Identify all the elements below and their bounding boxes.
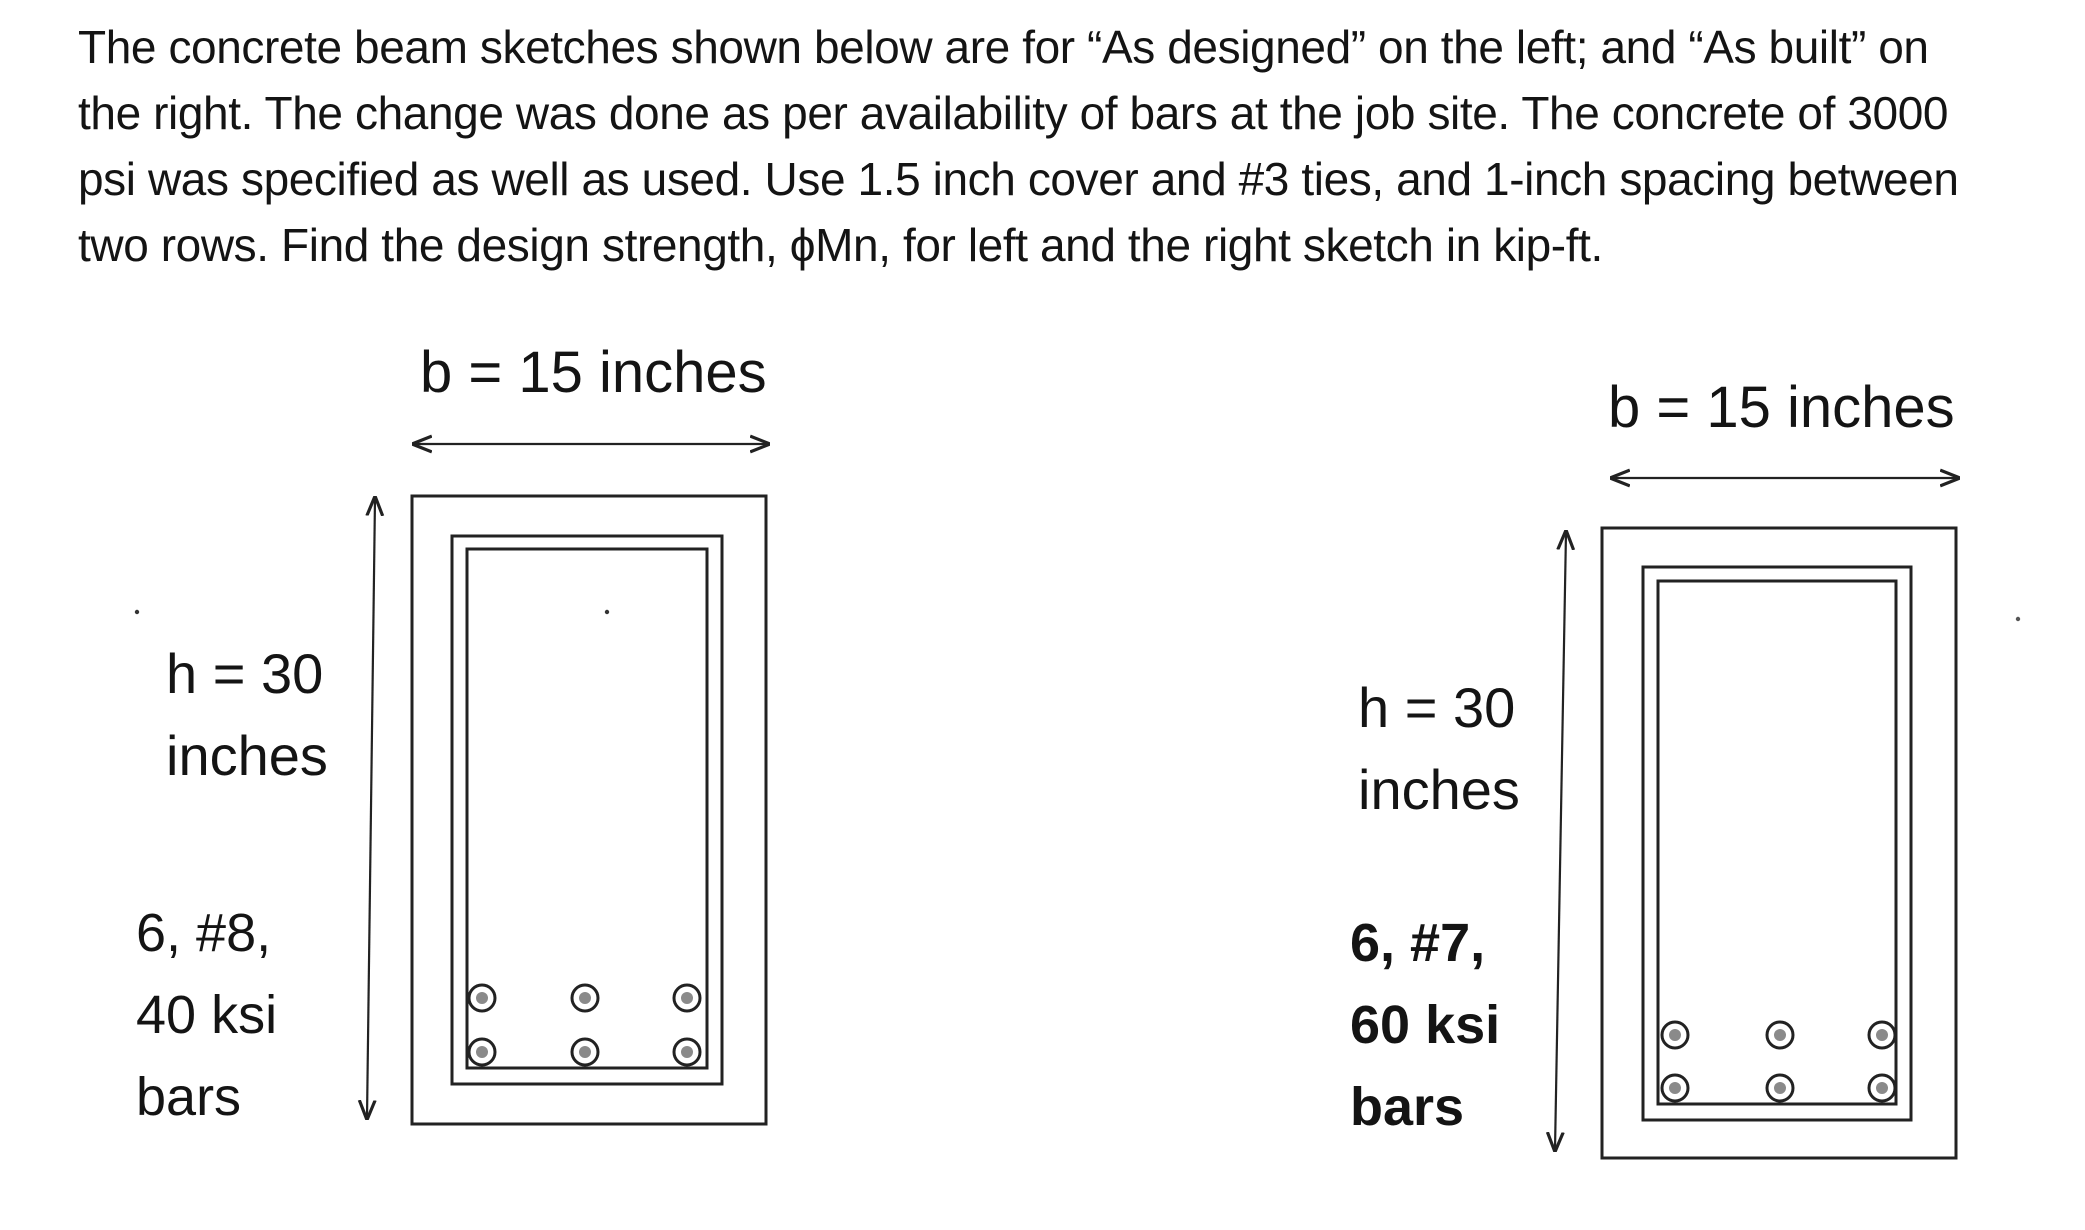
rebar-bar bbox=[469, 1039, 495, 1065]
rebar-bar bbox=[674, 1039, 700, 1065]
left-bars-label-line-1: 6, #8, bbox=[136, 903, 272, 963]
left-bars-label-line-3: bars bbox=[136, 1067, 242, 1127]
rebar-bar bbox=[469, 985, 495, 1011]
left-height-label-line-2: inches bbox=[166, 724, 328, 787]
speck-dot bbox=[135, 610, 139, 614]
rebar-bar bbox=[1767, 1022, 1793, 1048]
right-width-label: b = 15 inches bbox=[1608, 375, 1955, 440]
rebar-bar bbox=[1662, 1075, 1688, 1101]
problem-line-4: two rows. Find the design strength, ϕMn, for left and the right sketch in kip-ft. bbox=[78, 219, 1603, 271]
rebar-bar bbox=[572, 985, 598, 1011]
right-height-label-line-2: inches bbox=[1358, 758, 1520, 821]
left-rebar-group bbox=[469, 985, 700, 1065]
right-bars-label-line-2: 60 ksi bbox=[1350, 995, 1501, 1055]
left-bars-label-line-2: 40 ksi bbox=[136, 985, 278, 1045]
right-rebar-group bbox=[1662, 1022, 1895, 1101]
rebar-bar bbox=[1662, 1022, 1688, 1048]
right-bars-label-line-1: 6, #7, bbox=[1350, 913, 1486, 973]
right-beam-sketch bbox=[1555, 478, 2020, 1158]
rebar-bar bbox=[674, 985, 700, 1011]
problem-line-3: psi was specified as well as used. Use 1.5 inch cover and #3 ties, and 1-inch spacing between bbox=[78, 153, 1959, 205]
left-beam-outline bbox=[412, 496, 766, 1124]
left-width-label: b = 15 inches bbox=[420, 340, 767, 405]
rebar-bar bbox=[1869, 1075, 1895, 1101]
right-bars-label-line-3: bars bbox=[1350, 1077, 1465, 1137]
rebar-bar bbox=[1869, 1022, 1895, 1048]
speck-dot bbox=[605, 610, 609, 614]
problem-line-2: the right. The change was done as per availability of bars at the job site. The concrete of 3000 bbox=[78, 87, 1949, 139]
right-beam-outline bbox=[1602, 528, 1956, 1158]
speck-dot bbox=[2016, 617, 2020, 621]
left-height-label-line-1: h = 30 bbox=[166, 642, 324, 705]
left-height-dimension-arrow bbox=[367, 498, 375, 1118]
right-height-dimension-arrow bbox=[1555, 532, 1566, 1150]
right-height-label-line-1: h = 30 bbox=[1358, 676, 1516, 739]
problem-line-1: The concrete beam sketches shown below are for “As designed” on the left; and “As built” on bbox=[78, 21, 1929, 73]
rebar-bar bbox=[572, 1039, 598, 1065]
rebar-bar bbox=[1767, 1075, 1793, 1101]
